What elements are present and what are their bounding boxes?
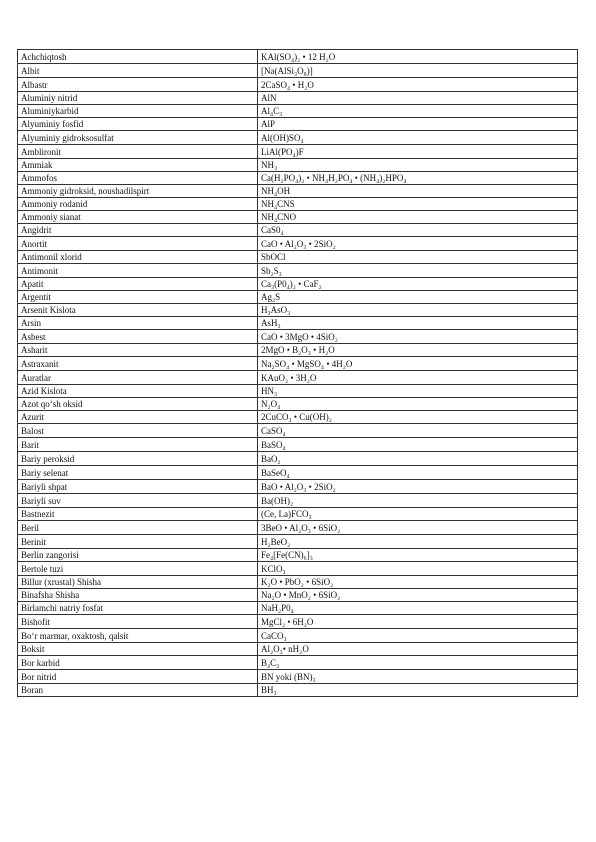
compound-name-cell: Astraxanit xyxy=(18,357,258,371)
compound-name-cell: Binafsha Shisha xyxy=(18,589,258,602)
compound-formula-cell: HN₃ xyxy=(258,385,578,398)
compound-formula-cell: NaH₂P0₄ xyxy=(258,602,578,615)
compound-name-cell: Arsenit Kislota xyxy=(18,304,258,317)
compound-formula-cell: 3BeO • Al₂O₃ • 6SiO₂ xyxy=(258,521,578,535)
table-row xyxy=(18,224,578,237)
compound-name-cell: Boran xyxy=(18,684,258,697)
table-row xyxy=(18,411,578,424)
compound-name-cell: Ammoniy gidroksid, noushadilspirt xyxy=(18,185,258,198)
compound-name-cell: Balost xyxy=(18,424,258,438)
table-row xyxy=(18,466,578,480)
compound-formula-cell: AlP xyxy=(258,118,578,131)
compound-name-cell: Bor nitrid xyxy=(18,670,258,684)
compound-formula-cell: Ca(H₂PO₄)₂ • NH₄H₂PO₄ • (NH₄)₂HPO₄ xyxy=(258,172,578,185)
compound-formula-cell: BN yoki (BN)₃ xyxy=(258,670,578,684)
compound-formula-cell: Na₂O • MnO₂ • 6SiO₂ xyxy=(258,589,578,602)
table-row xyxy=(18,656,578,670)
compound-formula-cell: KAl(SO₄)₂ • 12 H₂O xyxy=(258,50,578,64)
table-row xyxy=(18,64,578,78)
table-row xyxy=(18,304,578,317)
compound-formula-cell: CaO • Al₂O₃ • 2SiO₂ xyxy=(258,237,578,251)
compound-formula-cell: 2CuCO₃ • Cu(OH)₂ xyxy=(258,411,578,424)
table-row xyxy=(18,670,578,684)
compound-name-cell: Ammoniy sianat xyxy=(18,211,258,224)
compound-name-cell: Argentit xyxy=(18,291,258,304)
compound-name-cell: Amblironit xyxy=(18,145,258,159)
compound-name-cell: Bishofit xyxy=(18,615,258,629)
table-row xyxy=(18,105,578,118)
table-row xyxy=(18,480,578,494)
compound-name-cell: Bariyli suv xyxy=(18,494,258,508)
compound-formula-cell: Ag₂S xyxy=(258,291,578,304)
compound-name-cell: Ammofos xyxy=(18,172,258,185)
table-row xyxy=(18,50,578,64)
compound-name-cell: Barit xyxy=(18,438,258,452)
compound-formula-cell: NH₄CNS xyxy=(258,198,578,211)
table-row xyxy=(18,264,578,278)
compound-formula-cell: Ca₃(P0₄)₂ • CaF₂ xyxy=(258,278,578,291)
compound-name-cell: Asbest xyxy=(18,330,258,344)
compound-name-cell: Achchiqtosh xyxy=(18,50,258,64)
compound-formula-cell: BH₃ xyxy=(258,684,578,697)
compound-formula-cell: Al₄C₃ xyxy=(258,105,578,118)
compound-formula-cell: AsH₃ xyxy=(258,317,578,330)
table-row xyxy=(18,344,578,357)
compound-name-cell: Bor karbid xyxy=(18,656,258,670)
compound-formula-cell: BaO₂ xyxy=(258,452,578,466)
compound-formula-cell: 2MgO • B₂O₃ • H₂O xyxy=(258,344,578,357)
compound-formula-cell: LiAl(PO₄)F xyxy=(258,145,578,159)
compound-name-cell: Billur (xrustal) Shisha xyxy=(18,576,258,589)
compound-name-cell: Bariy peroksid xyxy=(18,452,258,466)
compound-name-cell: Bariyli shpat xyxy=(18,480,258,494)
compound-formula-cell: NH₄OH xyxy=(258,185,578,198)
table-row xyxy=(18,92,578,105)
compound-name-cell: Beril xyxy=(18,521,258,535)
compound-formula-cell: Al(OH)SO₄ xyxy=(258,131,578,145)
table-row xyxy=(18,589,578,602)
compound-name-cell: Antimonit xyxy=(18,264,258,278)
compound-name-cell: Albit xyxy=(18,64,258,78)
compound-formula-cell: BaO • Al₂O₃ • 2SiO₂ xyxy=(258,480,578,494)
compound-formula-cell: CaO • 3MgO • 4SiO₂ xyxy=(258,330,578,344)
compound-name-cell: Bo‘r marmar, oxaktosh, qalsit xyxy=(18,629,258,643)
table-row xyxy=(18,118,578,131)
table-row xyxy=(18,602,578,615)
table-row xyxy=(18,317,578,330)
table-row xyxy=(18,291,578,304)
table-row xyxy=(18,615,578,629)
compound-formula-cell: Na₂SO₄ • MgSO₄ • 4H₂O xyxy=(258,357,578,371)
compound-name-cell: Asharit xyxy=(18,344,258,357)
table-row xyxy=(18,508,578,521)
table-row xyxy=(18,549,578,562)
compound-name-cell: Angidrit xyxy=(18,224,258,237)
table-row xyxy=(18,198,578,211)
table-row xyxy=(18,371,578,385)
compound-formula-cell: Sb₂S₃ xyxy=(258,264,578,278)
compound-name-cell: Ammoniy rodanid xyxy=(18,198,258,211)
compound-formula-cell: NH₃ xyxy=(258,159,578,172)
compound-formula-cell: KAuO₂ • 3H₂O xyxy=(258,371,578,385)
table-row xyxy=(18,629,578,643)
compound-name-cell: Apatit xyxy=(18,278,258,291)
compound-name-cell: Anortit xyxy=(18,237,258,251)
compound-formula-cell: H₂BeO₂ xyxy=(258,535,578,549)
compound-formula-cell: K₂O • PbO₂ • 6SiO₂ xyxy=(258,576,578,589)
table-row xyxy=(18,576,578,589)
compound-formula-cell: MgCl₂ • 6H₂O xyxy=(258,615,578,629)
compound-name-cell: Alyuminiy fosfid xyxy=(18,118,258,131)
table-row xyxy=(18,494,578,508)
compound-name-cell: Ammiak xyxy=(18,159,258,172)
compound-formula-cell: CaSO₄ xyxy=(258,424,578,438)
table-row xyxy=(18,452,578,466)
compound-name-cell: Birlamchi natriy fosfat xyxy=(18,602,258,615)
compound-name-cell: Bariy selenat xyxy=(18,466,258,480)
table-row xyxy=(18,684,578,697)
compound-formula-cell: BaSeO₄ xyxy=(258,466,578,480)
table-row xyxy=(18,172,578,185)
compound-name-cell: Boksit xyxy=(18,643,258,656)
compound-formula-cell: NH₄CNO xyxy=(258,211,578,224)
compound-table xyxy=(17,49,578,697)
compound-formula-cell: CaCO₃ xyxy=(258,629,578,643)
table-row xyxy=(18,398,578,411)
compound-formula-cell: H₃AsO₃ xyxy=(258,304,578,317)
compound-name-cell: Arsin xyxy=(18,317,258,330)
compound-name-cell: Alyuminiy gidroksosulfat xyxy=(18,131,258,145)
compound-name-cell: Bastnezit xyxy=(18,508,258,521)
table-row xyxy=(18,237,578,251)
compound-formula-cell: Al₂O₃• nH₂O xyxy=(258,643,578,656)
table-row xyxy=(18,251,578,264)
table-row xyxy=(18,385,578,398)
compound-formula-cell: CaS0₄ xyxy=(258,224,578,237)
table-row xyxy=(18,185,578,198)
compound-formula-cell: 2CaSO₄ • H₂O xyxy=(258,78,578,92)
compound-table-body xyxy=(18,50,578,697)
table-row xyxy=(18,424,578,438)
table-row xyxy=(18,643,578,656)
table-row xyxy=(18,438,578,452)
table-row xyxy=(18,357,578,371)
compound-formula-cell: AlN xyxy=(258,92,578,105)
compound-formula-cell: BaSO₄ xyxy=(258,438,578,452)
compound-name-cell: Auratlar xyxy=(18,371,258,385)
compound-name-cell: Antimonil xlorid xyxy=(18,251,258,264)
compound-name-cell: Berinit xyxy=(18,535,258,549)
compound-formula-cell: Ba(OH)₂ xyxy=(258,494,578,508)
compound-name-cell: Azot qo‘sh oksid xyxy=(18,398,258,411)
compound-name-cell: Albastr xyxy=(18,78,258,92)
compound-name-cell: Aluminiykarbid xyxy=(18,105,258,118)
table-row xyxy=(18,562,578,576)
compound-formula-cell: B₄C₃ xyxy=(258,656,578,670)
compound-formula-cell: Fe₄[Fe(CN)₆]₃ xyxy=(258,549,578,562)
table-row xyxy=(18,535,578,549)
compound-formula-cell: [Na(AlSi₃O₈)] xyxy=(258,64,578,78)
table-row xyxy=(18,211,578,224)
compound-name-cell: Azid Kislota xyxy=(18,385,258,398)
compound-name-cell: Berlin zangorisi xyxy=(18,549,258,562)
table-row xyxy=(18,521,578,535)
compound-name-cell: Aluminiy nitrid xyxy=(18,92,258,105)
compound-name-cell: Bertole tuzi xyxy=(18,562,258,576)
table-row xyxy=(18,330,578,344)
compound-formula-cell: N₂O₄ xyxy=(258,398,578,411)
table-row xyxy=(18,278,578,291)
compound-formula-cell: SbOCl xyxy=(258,251,578,264)
table-row xyxy=(18,159,578,172)
compound-formula-cell: KClO₃ xyxy=(258,562,578,576)
compound-formula-cell: (Ce, La)FCO₃ xyxy=(258,508,578,521)
compound-name-cell: Azurit xyxy=(18,411,258,424)
table-row xyxy=(18,145,578,159)
table-row xyxy=(18,78,578,92)
table-row xyxy=(18,131,578,145)
